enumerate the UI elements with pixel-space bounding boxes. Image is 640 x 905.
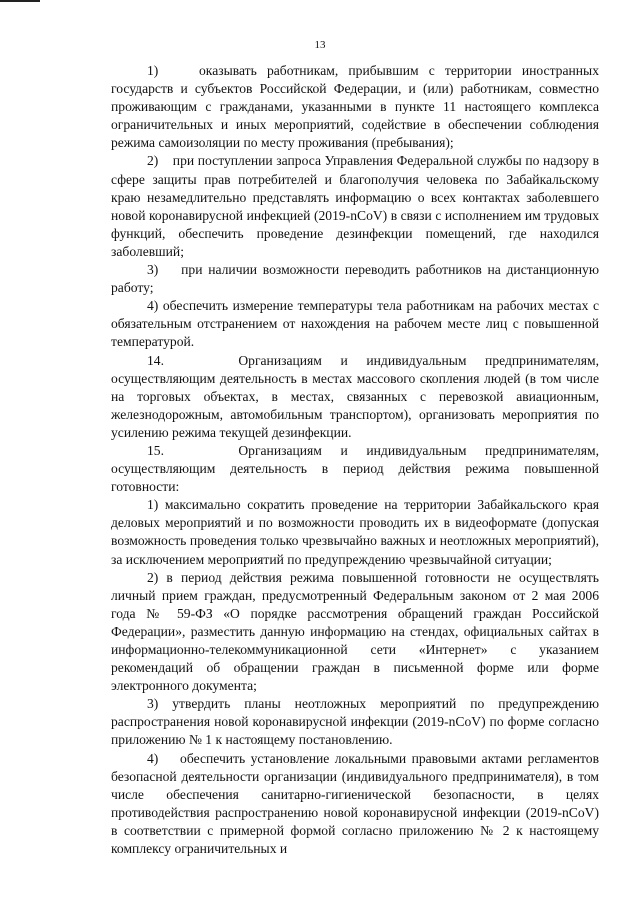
document-body: [111, 62, 599, 858]
paragraph-item-4: 4) обеспечить измерение температуры тела работникам на рабочих местах с обязательным отстранением от нахождения на рабочем месте лиц с повышенной температурой.: [111, 298, 599, 350]
paragraph-clause-15-item-2: 2) в период действия режима повышенной готовности не осуществлять личный прием граждан, предусмотренный Федеральным законом от 2 мая 2006 года № 59-ФЗ «О порядке рассмотрения обращений граждан Российской Федерации», разместить данную информацию на стендах, официальных сайтах в информационно-телекоммуникационной сети «Интернет» с указанием рекомендаций об обращении граждан в письменной форме или форме электронного документа;: [111, 569, 599, 694]
paragraph-clause-15-item-1: 1) максимально сократить проведение на территории Забайкальского края деловых мероприятий и по возможности проводить их в видеоформате (допуская возможность проведения только чрезвычайно важных и неотложных мероприятий), за исключением мероприятий по предупреждению чрезвычайной ситуации;: [111, 497, 599, 567]
paragraph-item-3: 3) при наличии возможности переводить работников на дистанционную работу;: [111, 262, 599, 296]
paragraph-item-2: 2) при поступлении запроса Управления Федеральной службы по надзору в сфере защиты прав потребителей и благополучия человека по Забайкальскому краю незамедлительно представлять информацию о всех контактах заболевшего новой коронавирусной инфекцией (2019-nCoV) в связи с исполнением им трудовых функций, обеспечить проведение дезинфекции помещений, где находился заболевший;: [111, 153, 599, 259]
paragraph-clause-15: 15. Организациям и индивидуальным предпринимателям, осуществляющим деятельность в период действия режима повышенной готовности:: [111, 442, 599, 495]
page-number: 13: [314, 39, 326, 51]
paragraph-clause-15-item-3: 3) утвердить планы неотложных мероприятий по предупреждению распространения новой коронавирусной инфекции (2019-nCoV) по форме согласно приложению № 1 к настоящему постановлению.: [111, 696, 599, 748]
paragraph-clause-14: 14. Организациям и индивидуальным предпринимателям, осуществляющим деятельность в местах массового скопления людей (в том числе на торговых объектах, в местах, связанных с перевозкой авиационным, железнодорожным, автомобильным транспортом), организовать мероприятия по усилению режима текущей дезинфекции.: [111, 352, 599, 440]
scan-edge-mark: [0, 0, 40, 2]
paragraph-clause-15-item-4: 4) обеспечить установление локальными правовыми актами регламентов безопасной деятельности организации (индивидуального предпринимателя), в том числе обеспечения санитарно-гигиенической безопасности, в целях противодействия распространению новой коронавирусной инфекции (2019-nCoV) в соответствии с примерной формой согласно приложению № 2 к настоящему комплексу ограничительных и: [111, 750, 599, 857]
paragraph-item-1: 1) оказывать работникам, прибывшим с территории иностранных государств и субъектов Российской Федерации, и (или) работникам, совместно проживающим с гражданами, указанными в пункте 11 настоящего комплекса ограничительных и иных мероприятий, содействие в обеспечении соблюдения режима самоизоляции по месту проживания (пребывания);: [111, 63, 599, 151]
